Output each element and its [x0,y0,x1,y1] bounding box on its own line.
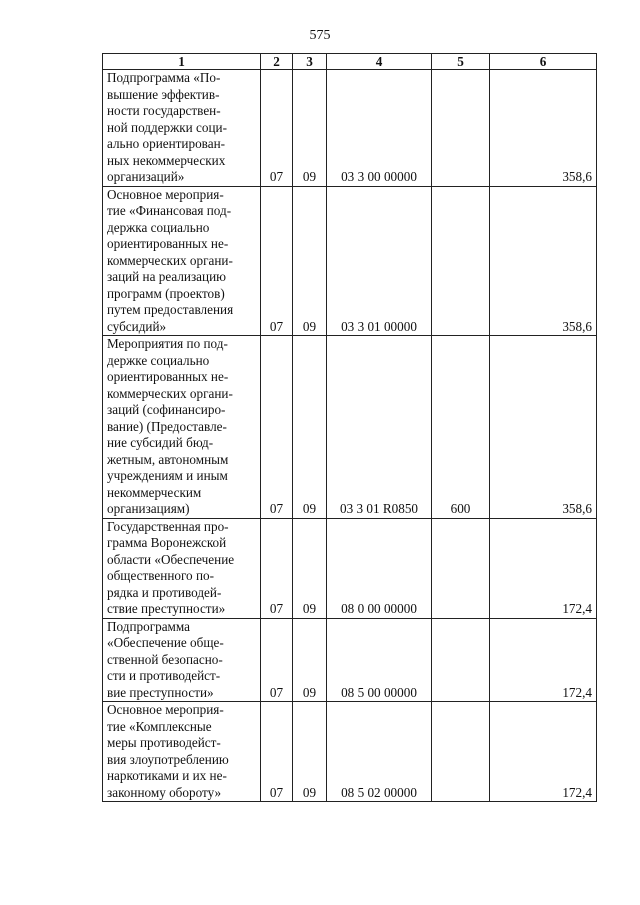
row-sum: 172,4 [490,618,597,702]
row-name-cell [103,518,261,618]
row-csr: 08 0 00 00000 [327,518,432,618]
row-sum: 358,6 [490,186,597,336]
table-row [103,70,597,187]
table-row [103,702,597,802]
row-vr [432,518,490,618]
row-sum: 358,6 [490,70,597,187]
row-name-cell [103,702,261,802]
table-row [103,186,597,336]
row-csr: 08 5 02 00000 [327,702,432,802]
table-row [103,618,597,702]
row-name: Подпрограмма «По- вышение эффектив- ности государствен- ной поддержки соци- ально ориентирован- ных некоммерческих организаций» [107,70,227,184]
table-row [103,336,597,519]
row-name-cell [103,336,261,519]
header-col-5: 5 [432,54,490,70]
row-name: Государственная про- грамма Воронежской области «Обеспечение общественного по- рядка и противодей- ствие преступности» [107,518,235,616]
row-pr: 09 [293,336,327,519]
row-vr [432,702,490,802]
row-csr: 03 3 01 00000 [327,186,432,336]
row-vr [432,186,490,336]
row-rz: 07 [261,70,293,187]
row-pr: 09 [293,70,327,187]
header-col-6: 6 [490,54,597,70]
page-number: 575 [309,28,331,43]
row-csr: 03 3 01 R0850 [327,336,432,519]
row-sum: 358,6 [490,336,597,519]
row-rz: 07 [261,518,293,618]
row-pr: 09 [293,186,327,336]
row-vr: 600 [432,336,490,519]
row-name-cell [103,618,261,702]
row-rz: 07 [261,618,293,702]
row-pr: 09 [293,618,327,702]
header-col-3: 3 [293,54,327,70]
row-name: Подпрограмма «Обеспечение обще- ственной безопасно- сти и противодейст- вие преступности» [107,618,224,700]
row-pr: 09 [293,702,327,802]
row-csr: 08 5 00 00000 [327,618,432,702]
row-vr [432,618,490,702]
header-col-4: 4 [327,54,432,70]
row-vr [432,70,490,187]
row-name-cell [103,186,261,336]
row-name: Основное мероприя- тие «Финансовая под- держка социально ориентированных не- коммерческих органи- заций на реализацию программ (проектов) путем предоставления субсидий» [107,186,234,334]
header-col-1: 1 [103,54,261,70]
row-rz: 07 [261,336,293,519]
row-name: Мероприятия по под- держке социально ориентированных не- коммерческих органи- заций (софинансиро- вание) (Предоставле- ние субсидий бюд- жетным, автономным учреждениям и иным некоммерческим организациям) [107,336,233,516]
row-name-cell [103,70,261,187]
row-pr: 09 [293,518,327,618]
row-csr: 03 3 00 00000 [327,70,432,187]
row-sum: 172,4 [490,702,597,802]
table-header-row [103,54,597,70]
row-rz: 07 [261,186,293,336]
row-name: Основное мероприя- тие «Комплексные меры противодейст- вия злоупотреблению наркотиками и их не- законному обороту» [107,702,229,800]
row-sum: 172,4 [490,518,597,618]
budget-table [102,53,597,802]
header-col-2: 2 [261,54,293,70]
row-rz: 07 [261,702,293,802]
table-row [103,518,597,618]
